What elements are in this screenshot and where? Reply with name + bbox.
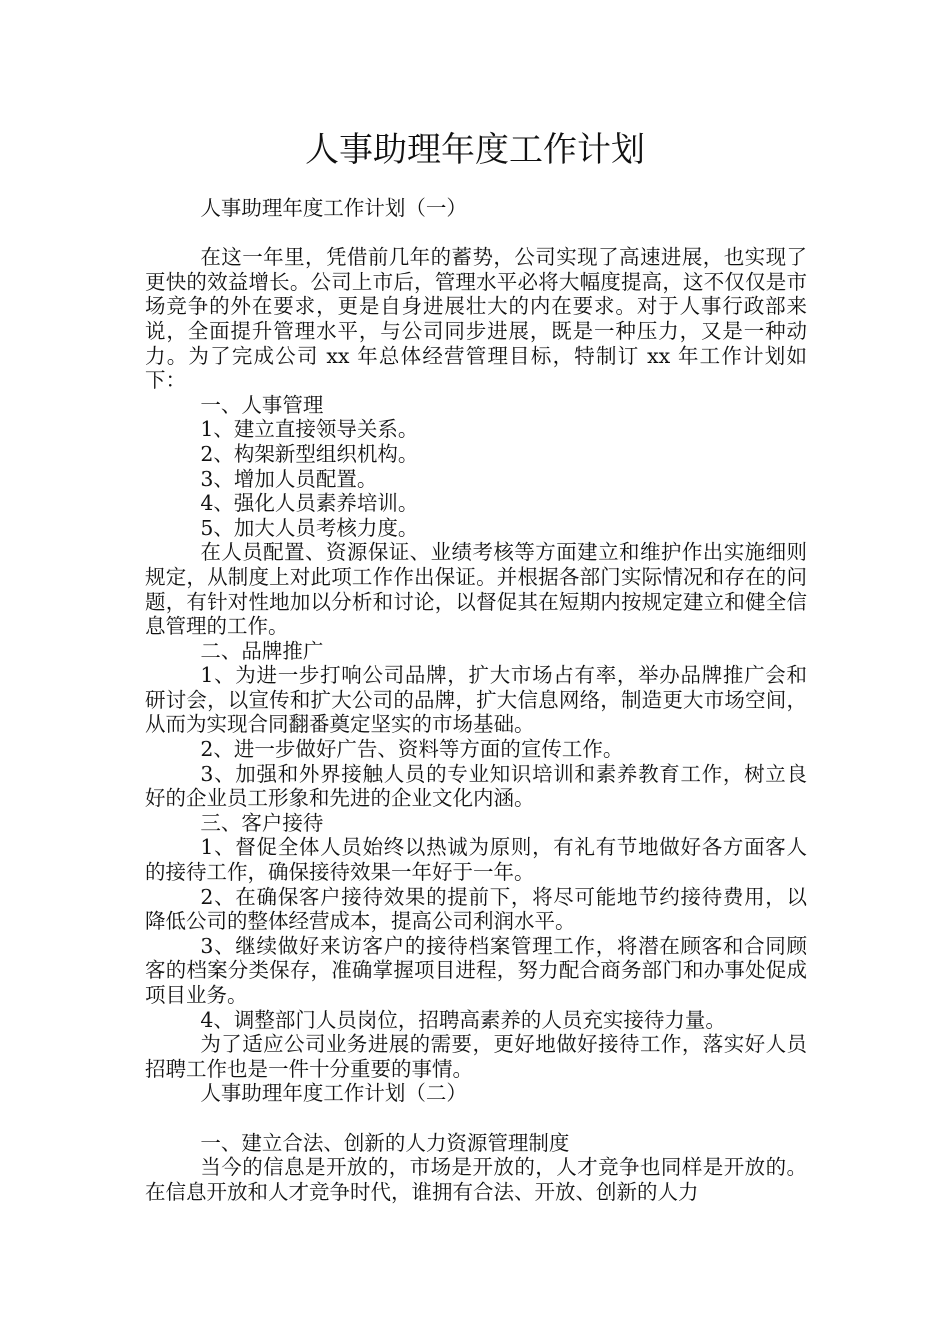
paragraph: 在这一年里，凭借前几年的蓄势，公司实现了高速进展，也实现了更快的效益增长。公司上市后，管理水平必将大幅度提高，这不仅仅是市场竞争的外在要求，更是自身进展壮大的内在要求。对于人事行政部来说，全面提升管理水平，与公司同步进展，既是一种压力，又是一种动力。为了完成公司 xx 年总体经营管理目标，特制订 xx 年工作计划如下： xyxy=(145,245,807,393)
paragraph: 3、继续做好来访客户的接待档案管理工作，将潜在顾客和合同顾客的档案分类保存，准确掌握项目进程，努力配合商务部门和办事处促成项目业务。 xyxy=(145,933,807,1007)
document-title: 人事助理年度工作计划 xyxy=(305,130,645,170)
blank-line xyxy=(145,1106,807,1131)
paragraph: 4、调整部门人员岗位，招聘高素养的人员充实接待力量。 xyxy=(200,1007,726,1032)
paragraph: 为了适应公司业务进展的需要，更好地做好接待工作，落实好人员招聘工作也是一件十分重要的事情。 xyxy=(145,1032,807,1081)
paragraph: 在人员配置、资源保证、业绩考核等方面建立和维护作出实施细则规定，从制度上对此项工作作出保证。并根据各部门实际情况和存在的问题，有针对性地加以分析和讨论，以督促其在短期内按规定建立和健全信息管理的工作。 xyxy=(145,540,807,639)
paragraph: 2、在确保客户接待效果的提前下，将尽可能地节约接待费用，以降低公司的整体经营成本，提高公司利润水平。 xyxy=(145,884,807,934)
document-body xyxy=(145,196,807,1204)
paragraph: 3、加强和外界接触人员的专业知识培训和素养教育工作，树立良好的企业员工形象和先进的企业文化内涵。 xyxy=(145,761,807,811)
paragraph: 5、加大人员考核力度。 xyxy=(200,515,419,540)
section-1-heading: 人事助理年度工作计划（一） xyxy=(200,196,467,220)
paragraph: 3、增加人员配置。 xyxy=(200,466,378,491)
paragraph: 1、建立直接领导关系。 xyxy=(200,417,419,442)
paragraph: 4、强化人员素养培训。 xyxy=(200,491,419,516)
paragraph: 一、人事管理 xyxy=(200,392,324,417)
paragraph: 三、客户接待 xyxy=(200,810,324,835)
paragraph: 二、品牌推广 xyxy=(200,638,324,663)
paragraph: 当今的信息是开放的，市场是开放的，人才竞争也同样是开放的。在信息开放和人才竞争时代，谁拥有合法、开放、创新的人力 xyxy=(145,1155,807,1204)
paragraph: 2、进一步做好广告、资料等方面的宣传工作。 xyxy=(200,737,624,762)
paragraph: 1、督促全体人员始终以热诚为原则，有礼有节地做好各方面客人的接待工作，确保接待效果一年好于一年。 xyxy=(145,835,807,885)
paragraph: 1、为进一步打响公司品牌，扩大市场占有率，举办品牌推广会和研讨会，以宣传和扩大公司的品牌，扩大信息网络，制造更大市场空间，从而为实现合同翻番奠定坚实的市场基础。 xyxy=(145,663,807,737)
section-2-heading: 人事助理年度工作计划（二） xyxy=(200,1081,467,1106)
paragraph: 2、构架新型组织机构。 xyxy=(200,441,419,466)
paragraph: 一、建立合法、创新的人力资源管理制度 xyxy=(200,1130,570,1155)
blank-line xyxy=(145,221,807,246)
